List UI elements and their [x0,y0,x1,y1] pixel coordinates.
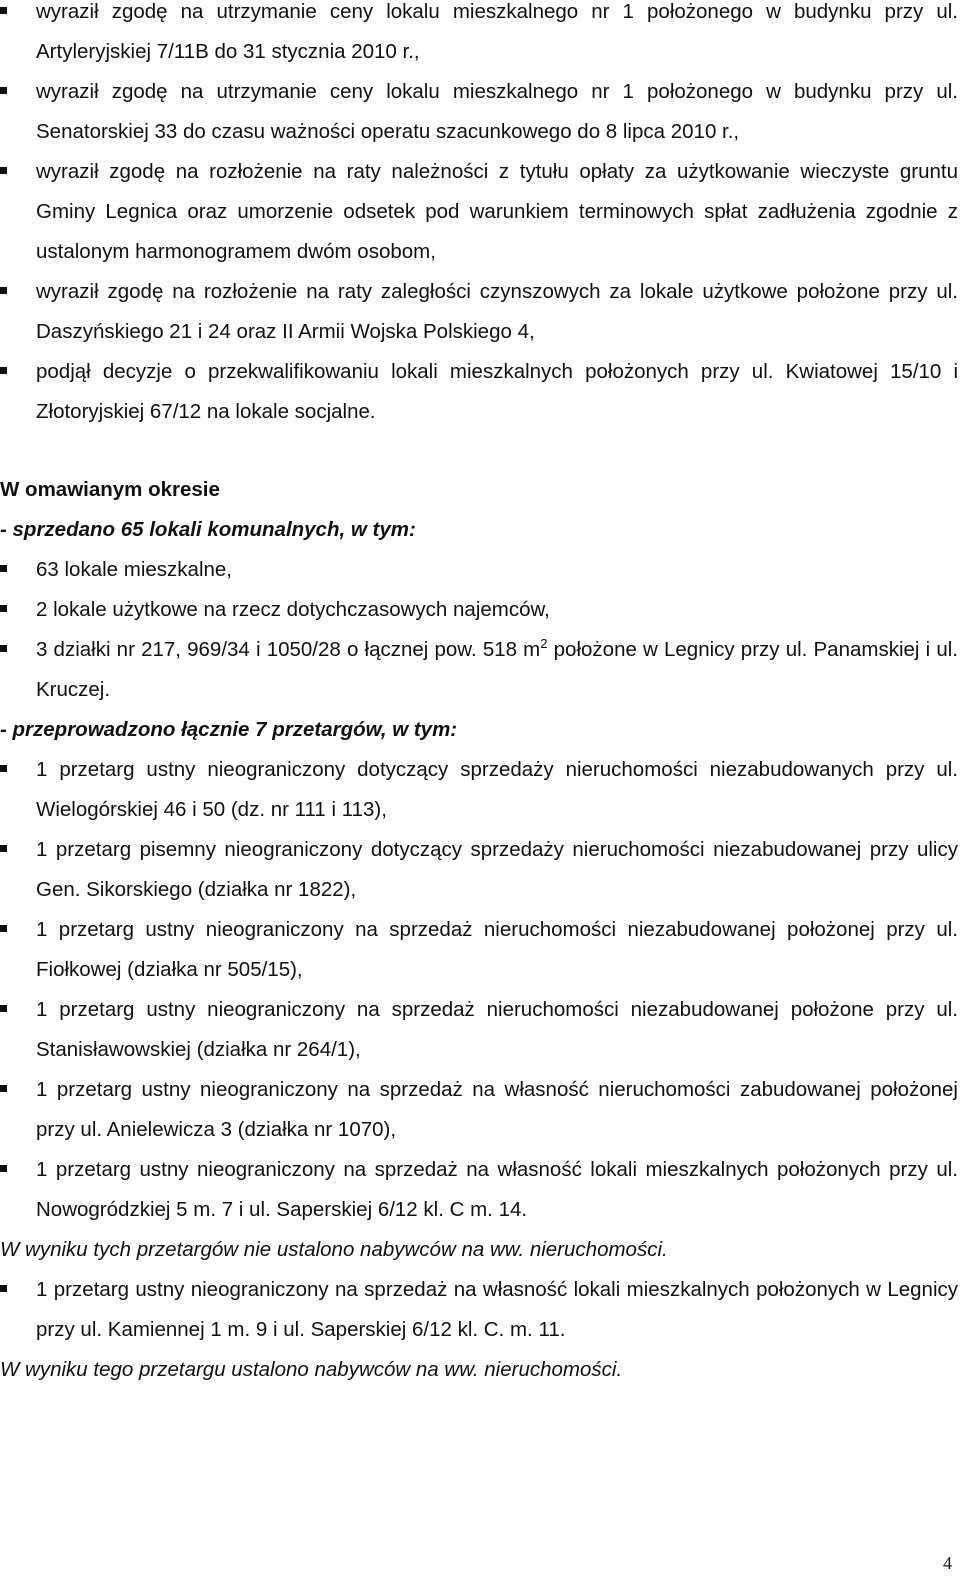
list-item-text: 1 przetarg ustny nieograniczony na sprzedaż nieruchomości niezabudowanej położone przy ul. Stanisławowskiej (działka nr 264/1), [36,998,958,1061]
square-bullet-icon [0,1085,7,1092]
page-number: 4 [943,1553,952,1573]
plot-text-before: 3 działki nr 217, 969/34 i 1050/28 o łącznej pow. 518 m [36,638,541,661]
list-item-text: 1 przetarg pisemny nieograniczony dotyczący sprzedaży nieruchomości niezabudowanej przy ulicy Gen. Sikorskiego (działka nr 1822), [36,838,958,901]
square-bullet-icon [0,1005,7,1012]
list-item [0,1270,958,1350]
list-item-text [36,630,958,710]
list-item [0,910,958,990]
square-bullet-icon [0,765,7,772]
list-item-text: wyraził zgodę na utrzymanie ceny lokalu mieszkalnego nr 1 położonego w budynku przy ul. Artyleryjskiej 7/11B do 31 stycznia 2010 r., [36,0,958,63]
square-bullet-icon [0,167,7,174]
list-item-text: 1 przetarg ustny nieograniczony na sprzedaż na własność lokali mieszkalnych położonych w Legnicy przy ul. Kamiennej 1 m. 9 i ul. Saperskiej 6/12 kl. C. m. 11. [36,1278,958,1341]
list-item [0,590,958,630]
list-item-text: wyraził zgodę na rozłożenie na raty należności z tytułu opłaty za użytkowanie wieczyste gruntu Gminy Legnica oraz umorzenie odsetek pod warunkiem terminowych spłat zadłużenia zgodnie z ustalonym harmonogramem dwóm osobom, [36,160,958,263]
list-item [0,830,958,910]
sold-heading: - sprzedano 65 lokali komunalnych, w tym: [0,518,416,541]
list-item-text: podjął decyzje o przekwalifikowaniu lokali mieszkalnych położonych przy ul. Kwiatowej 15/10 i Złotoryjskiej 67/12 na lokale socjalne. [36,360,958,423]
square-bullet-icon [0,605,7,612]
list-item [0,352,958,432]
square-bullet-icon [0,87,7,94]
tenders-heading: - przeprowadzono łącznie 7 przetargów, w tym: [0,718,458,741]
list-item-text: wyraził zgodę na utrzymanie ceny lokalu mieszkalnego nr 1 położonego w budynku przy ul. Senatorskiej 33 do czasu ważności operatu szacunkowego do 8 lipca 2010 r., [36,80,958,143]
tender-result-note: W wyniku tego przetargu ustalono nabywców na ww. nieruchomości. [0,1358,623,1381]
plot-text-after: położone w Legnicy przy ul. Panamskiej i ul. Kruczej. [36,638,958,701]
list-item-text: 63 lokale mieszkalne, [36,558,232,581]
square-bullet-icon [0,565,7,572]
list-item [0,0,958,72]
square-bullet-icon [0,845,7,852]
list-item-text: 1 przetarg ustny nieograniczony dotyczący sprzedaży nieruchomości niezabudowanych przy ul. Wielogórskiej 46 i 50 (dz. nr 111 i 113), [36,758,958,821]
square-bullet-icon [0,1285,7,1292]
list-item [0,750,958,830]
square-bullet-icon [0,287,7,294]
list-item [0,272,958,352]
list-item [0,152,958,272]
square-bullet-icon [0,645,7,652]
section-heading: W omawianym okresie [0,478,220,501]
list-item [0,990,958,1070]
list-item-text: wyraził zgodę na rozłożenie na raty zaległości czynszowych za lokale użytkowe położone przy ul. Daszyńskiego 21 i 24 oraz II Armii Wojska Polskiego 4, [36,280,958,343]
area-unit-superscript: 2 [540,636,548,651]
list-item-text: 1 przetarg ustny nieograniczony na sprzedaż na własność lokali mieszkalnych położonych przy ul. Nowogródzkiej 5 m. 7 i ul. Saperskiej 6/12 kl. C m. 14. [36,1158,958,1221]
list-item [0,1070,958,1150]
list-item [0,72,958,152]
tenders-result-note: W wyniku tych przetargów nie ustalono nabywców na ww. nieruchomości. [0,1238,668,1261]
list-item [0,550,958,590]
top-bullet-list [0,0,958,432]
list-item-text: 1 przetarg ustny nieograniczony na sprzedaż na własność nieruchomości zabudowanej położonej przy ul. Anielewicza 3 (działka nr 1070), [36,1078,958,1141]
square-bullet-icon [0,367,7,374]
list-item-text: 2 lokale użytkowe na rzecz dotychczasowych najemców, [36,598,550,621]
square-bullet-icon [0,1165,7,1172]
list-item [0,630,958,710]
square-bullet-icon [0,7,7,14]
report-period-section [0,470,958,1390]
square-bullet-icon [0,925,7,932]
list-item [0,1150,958,1230]
list-item-text: 1 przetarg ustny nieograniczony na sprzedaż nieruchomości niezabudowanej położonej przy ul. Fiołkowej (działka nr 505/15), [36,918,958,981]
